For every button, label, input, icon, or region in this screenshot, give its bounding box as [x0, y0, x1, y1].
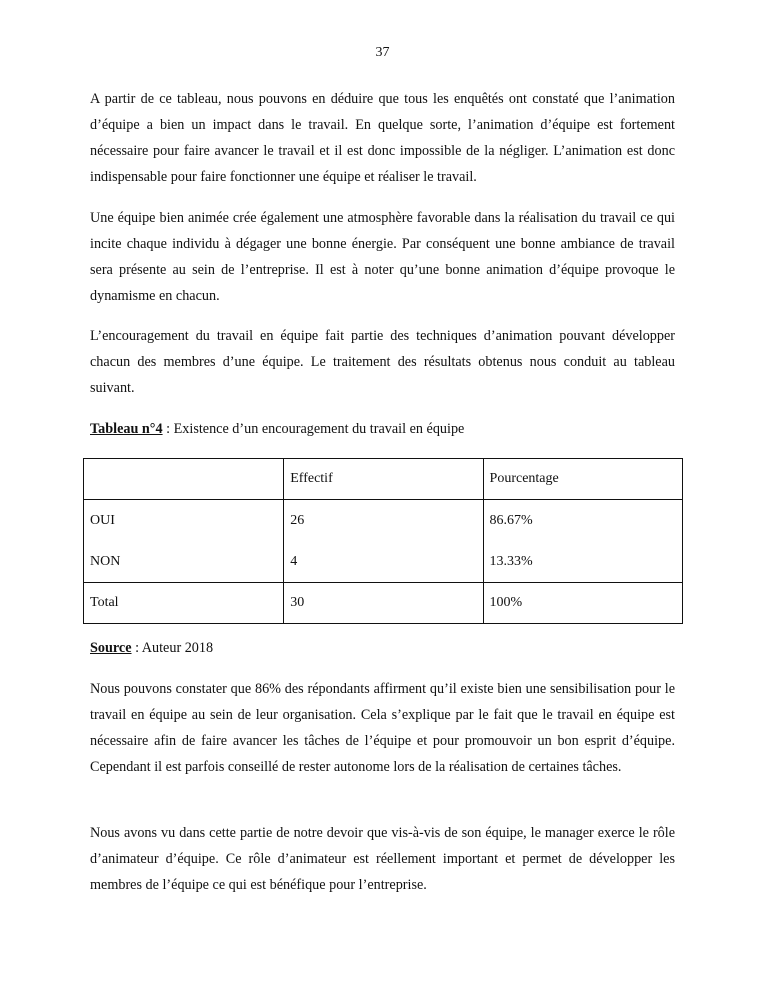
- table-header-empty: [84, 459, 284, 500]
- total-pourcentage: 100%: [483, 583, 682, 624]
- table-cell-labels: [84, 500, 284, 583]
- paragraph-team-atmosphere: Une équipe bien animée crée également une atmosphère favorable dans la réalisation du travail ce qui incite chaque individu à dégager une bonne énergie. Par conséquent une bonne ambiance de travail sera présente au sein de l’entreprise. Il est à noter qu’une bonne animation d’équipe provoque le dynamisme en chacun.: [90, 210, 675, 304]
- table-caption: [90, 416, 675, 442]
- source-label: Source: [90, 640, 132, 656]
- total-effectif: 30: [284, 583, 483, 624]
- table-caption-text: : Existence d’un encouragement du travail en équipe: [162, 421, 465, 437]
- table-header-row: [84, 459, 683, 500]
- pourcentage-oui: 86.67%: [489, 513, 533, 528]
- paragraph-results-analysis: Nous pouvons constater que 86% des répondants affirment qu’il existe bien une sensibilisation pour le travail en équipe au sein de leur organisation. Cela s’explique par le fait que le travail en équipe est nécessaire afin de faire avancer les tâches de l’équipe et pour promouvoir un bon esprit d’équipe. Cependant il est parfois conseillé de rester autonome lors de la réalisation de certaines tâches.: [90, 681, 675, 775]
- table-cell-effectifs: [284, 500, 483, 583]
- paragraph-encouragement-intro: L’encouragement du travail en équipe fait partie des techniques d’animation pouvant développer chacun des membres d’une équipe. Le traitement des résultats obtenus nous conduit au tableau suivant.: [90, 328, 675, 396]
- page-number: 37: [375, 45, 390, 60]
- row-label-oui: OUI: [90, 513, 115, 528]
- table-header-pourcentage: Pourcentage: [483, 459, 682, 500]
- table-source: [90, 635, 675, 661]
- table-caption-label: Tableau n°4: [90, 421, 163, 437]
- effectif-oui: 26: [290, 513, 305, 528]
- table-cell-pourcentages: [483, 500, 682, 583]
- table-row: [84, 500, 683, 583]
- data-table: [83, 458, 683, 624]
- paragraph-table-interpretation: A partir de ce tableau, nous pouvons en déduire que tous les enquêtés ont constaté que l’animation d’équipe a bien un impact dans le travail. En quelque sorte, l’animation d’équipe est fortement nécessaire pour faire avancer le travail et il est donc impossible de la négliger. L’animation est donc indispensable pour faire fonctionner une équipe et réaliser le travail.: [90, 91, 675, 185]
- source-text: : Auteur 2018: [131, 640, 214, 656]
- row-label-non: NON: [90, 554, 121, 569]
- pourcentage-non: 13.33%: [489, 554, 533, 569]
- table-header-effectif: Effectif: [284, 459, 483, 500]
- table-total-row: [84, 583, 683, 624]
- total-label: Total: [84, 583, 284, 624]
- effectif-non: 4: [290, 554, 298, 569]
- paragraph-manager-role: Nous avons vu dans cette partie de notre devoir que vis-à-vis de son équipe, le manager exerce le rôle d’animateur d’équipe. Ce rôle d’animateur est réellement important et permet de développer les membres de l’équipe ce qui est bénéfique pour l’entreprise.: [90, 825, 675, 893]
